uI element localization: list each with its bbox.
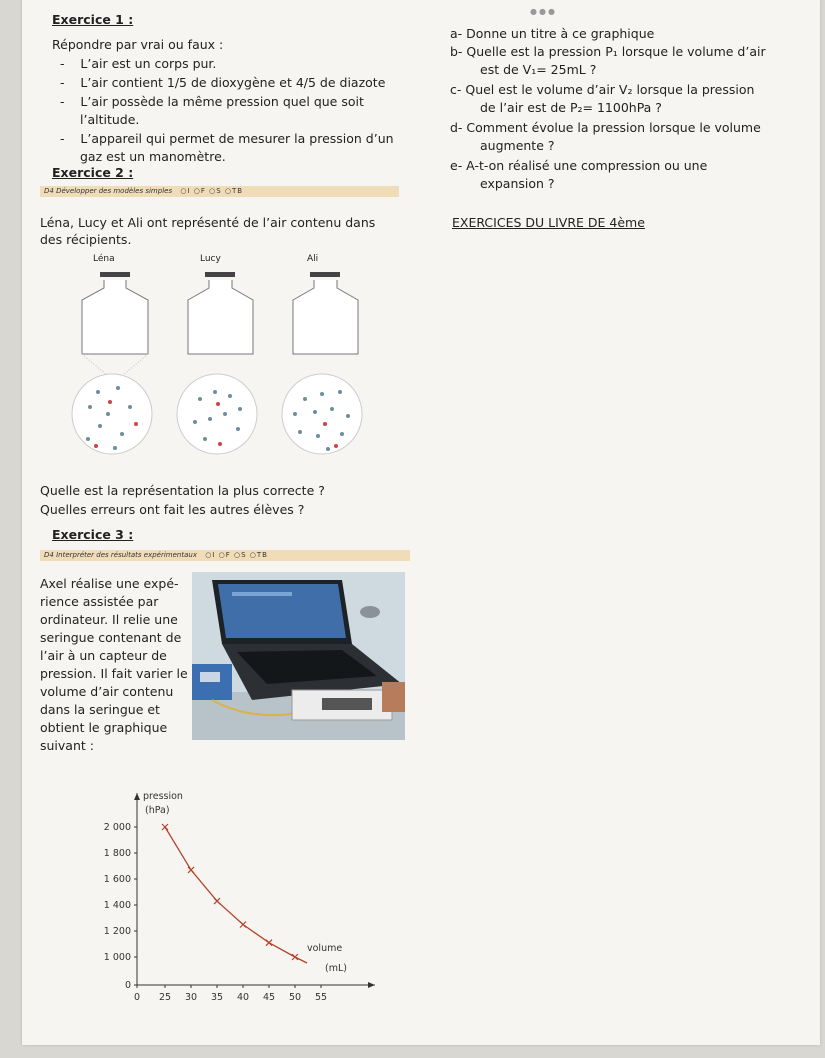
data-point <box>292 954 298 960</box>
ex2-skill-options: ○I ○F ○S ○TB <box>180 187 244 195</box>
ex3-line-4: seringue contenant de <box>40 630 182 645</box>
ex2-text-1: Léna, Lucy et Ali ont représenté de l’air contenu dans <box>40 215 376 230</box>
x-tick-label: 0 <box>133 992 141 1003</box>
question-e: e- A-t-on réalisé une compression ou une <box>450 158 708 173</box>
data-point <box>188 867 194 873</box>
livre-heading: EXERCICES DU LIVRE DE 4ème <box>452 215 645 230</box>
chart-axes <box>134 793 375 988</box>
ex2-title: Exercice 2 : <box>52 165 134 180</box>
y-tick-label: 1 400 <box>103 900 131 911</box>
question-b: b- Quelle est la pression P₁ lorsque le volume d’air <box>450 44 766 59</box>
name-ali: Ali <box>307 254 319 264</box>
y-axis-label-2: (hPa) <box>145 805 170 816</box>
name-lucy: Lucy <box>200 254 221 264</box>
bottle-lucy <box>177 272 257 454</box>
x-axis-label-2: (mL) <box>325 963 347 974</box>
question-b-cont: est de V₁= 25mL ? <box>480 62 597 77</box>
ex2-question-2: Quelles erreurs ont fait les autres élèves ? <box>40 502 305 517</box>
ex3-line-1: Axel réalise une expé- <box>40 576 179 591</box>
data-point <box>240 922 246 928</box>
y-tick-label: 1 000 <box>103 952 131 963</box>
x-tick-label: 25 <box>158 992 172 1003</box>
y-tick-label: 2 000 <box>103 822 131 833</box>
ex3-line-2: rience assistée par <box>40 594 159 609</box>
ex1-item-4b: gaz est un manomètre. <box>80 149 226 164</box>
x-tick-label: 55 <box>314 992 328 1003</box>
ex3-line-5: l’air à un capteur de <box>40 648 167 663</box>
series-line <box>165 827 307 963</box>
ex2-skill-bar <box>40 186 399 197</box>
bottle-ali <box>282 272 362 454</box>
ex3-line-8: dans la seringue et <box>40 702 160 717</box>
x-tick-label: 45 <box>262 992 276 1003</box>
ex3-paragraph <box>40 575 188 755</box>
question-c: c- Quel est le volume d’air V₂ lorsque la pression <box>450 82 755 97</box>
y-axis-arrow <box>134 793 140 800</box>
data-point <box>266 940 272 946</box>
ex2-skill-label: D4 Développer des modèles simples <box>44 187 173 195</box>
question-d-cont: augmente ? <box>480 138 555 153</box>
laptop-experiment-photo <box>192 572 405 740</box>
ex1-title: Exercice 1 : <box>52 12 134 27</box>
ex3-line-9: obtient le graphique <box>40 720 168 735</box>
x-axis-label-1: volume <box>307 943 343 954</box>
name-lena: Léna <box>93 254 115 264</box>
ex3-title: Exercice 3 : <box>52 527 134 542</box>
question-d: d- Comment évolue la pression lorsque le volume <box>450 120 761 135</box>
ex3-skill-bar <box>40 550 410 561</box>
data-point <box>162 824 168 830</box>
x-axis-arrow <box>368 982 375 988</box>
bottle-lena <box>72 272 152 454</box>
bottles-illustration <box>60 264 380 464</box>
ex3-line-6: pression. Il fait varier le <box>40 666 188 681</box>
window-dots: ●●● <box>530 7 557 16</box>
y-tick-label: 1 200 <box>103 926 131 937</box>
question-e-cont: expansion ? <box>480 176 555 191</box>
ex1-item-3b: l’altitude. <box>80 112 140 127</box>
data-point <box>214 898 220 904</box>
y-tick-label: 1 800 <box>103 848 131 859</box>
y-tick-label: 0 <box>124 980 131 991</box>
y-tick-label: 1 600 <box>103 874 131 885</box>
ex2-question-1: Quelle est la représentation la plus correcte ? <box>40 483 325 498</box>
ex3-line-10: suivant : <box>40 738 94 753</box>
x-tick-label: 35 <box>210 992 224 1003</box>
ex3-skill-label: D4 Interpréter des résultats expérimentaux <box>44 551 197 559</box>
ex3-line-7: volume d’air contenu <box>40 684 174 699</box>
question-c-cont: de l’air est de P₂= 1100hPa ? <box>480 100 662 115</box>
ex1-intro: Répondre par vrai ou faux : <box>52 37 224 52</box>
x-tick-label: 40 <box>236 992 250 1003</box>
ex3-skill-options: ○I ○F ○S ○TB <box>205 551 268 559</box>
ex1-item-1: - L’air est un corps pur. <box>60 56 217 71</box>
y-axis-label-1: pression <box>143 791 183 802</box>
x-tick-label: 30 <box>184 992 198 1003</box>
ex1-item-4: - L’appareil qui permet de mesurer la pression d’un <box>60 131 394 146</box>
question-a: a- Donne un titre à ce graphique <box>450 26 655 41</box>
chart-series <box>162 824 307 963</box>
x-tick-label: 50 <box>288 992 302 1003</box>
ex3-line-3: ordinateur. Il relie une <box>40 612 178 627</box>
pressure-volume-chart <box>85 785 385 1015</box>
ex2-text-2: des récipients. <box>40 232 132 247</box>
ex1-item-3: - L’air possède la même pression quel que soit <box>60 94 364 109</box>
ex1-item-2: - L’air contient 1/5 de dioxygène et 4/5 de diazote <box>60 75 386 90</box>
